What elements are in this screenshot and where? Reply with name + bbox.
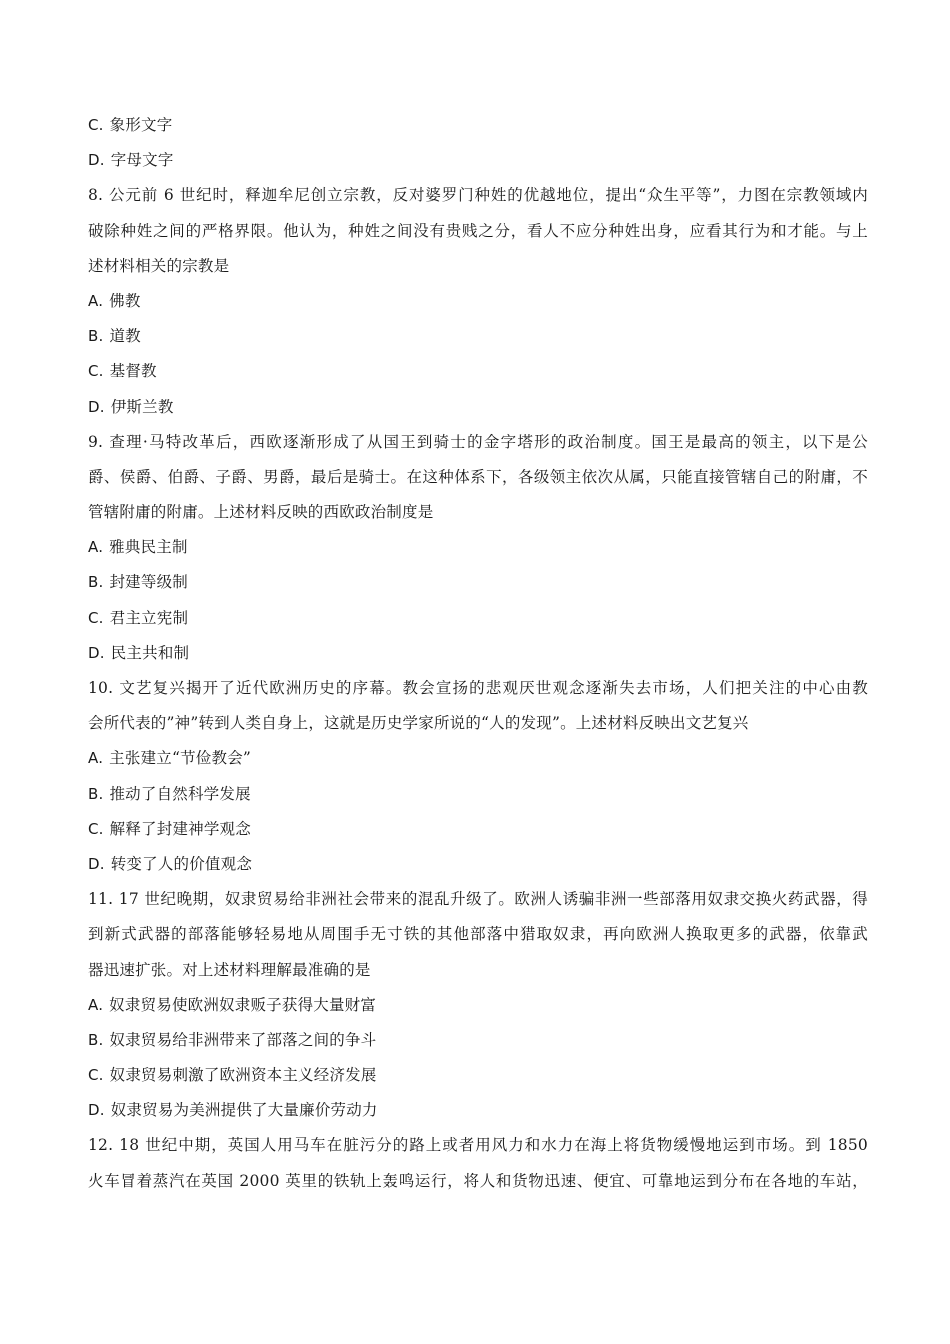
- option-key: C.: [88, 1066, 104, 1085]
- q10-stem-line-2: 会所代表的”神”转到人类自身上，这就是历史学家所说的“人的发现”。上述材料反映出文艺复兴: [88, 714, 749, 733]
- option-text: 佛教: [109, 291, 141, 310]
- exam-page: [88, 108, 868, 1199]
- option-key: B.: [88, 784, 104, 803]
- option-text: 象形文字: [109, 116, 173, 134]
- q9-option-a: [88, 530, 868, 565]
- option-text: 转变了人的价值观念: [110, 854, 253, 873]
- q7-option-c: [88, 108, 868, 143]
- option-text: 解释了封建神学观念: [109, 819, 251, 838]
- q9-stem-line-2: 爵、侯爵、伯爵、子爵、男爵，最后是骑士。在这种体系下，各级领主依次从属，只能直接管辖自己的附庸，不: [88, 467, 868, 486]
- q9-option-b: [88, 565, 868, 600]
- q10-option-b: [88, 777, 868, 812]
- option-key: A.: [88, 291, 104, 310]
- q11-stem-line-1: 11. 17 世纪晚期，奴隶贸易给非洲社会带来的混乱升级了。欧洲人诱骗非洲一些部落用奴隶交换火药武器，得: [88, 890, 868, 909]
- q11-stem-line-2: 到新式武器的部落能够轻易地从周围手无寸铁的其他部落中猎取奴隶，再向欧洲人换取更多的武器，依靠武: [88, 925, 868, 944]
- q10-option-d: [88, 847, 868, 882]
- option-key: C.: [88, 819, 104, 838]
- option-key: B.: [88, 327, 104, 346]
- option-key: C.: [88, 608, 104, 627]
- q8-option-c: [88, 354, 868, 389]
- option-text: 君主立宪制: [109, 608, 189, 627]
- option-key: A.: [88, 538, 104, 557]
- option-key: D.: [88, 151, 105, 170]
- q10-stem-line-1: 10. 文艺复兴揭开了近代欧洲历史的序幕。教会宣扬的悲观厌世观念逐渐失去市场，人们把关注的中心由教: [88, 679, 868, 697]
- option-text: 民主共和制: [110, 643, 190, 662]
- option-key: C.: [88, 116, 104, 134]
- q8-option-d: [88, 390, 868, 425]
- q10-option-c: [88, 812, 868, 847]
- q9-option-d: [88, 636, 868, 671]
- option-key: C.: [88, 362, 104, 381]
- q11-option-c: [88, 1058, 868, 1093]
- q8-stem-line-1: 8. 公元前 6 世纪时，释迦牟尼创立宗教，反对婆罗门种姓的优越地位，提出“众生平等”，力图在宗教领域内: [88, 186, 868, 205]
- option-text: 奴隶贸易给非洲带来了部落之间的争斗: [109, 1030, 377, 1049]
- option-text: 字母文字: [110, 151, 174, 170]
- q8-option-a: [88, 284, 868, 319]
- q11-option-a: [88, 988, 868, 1023]
- option-text: 伊斯兰教: [110, 397, 174, 416]
- q10-option-a: [88, 741, 868, 776]
- option-key: A.: [88, 995, 104, 1014]
- option-text: 推动了自然科学发展: [109, 784, 251, 803]
- q8-stem-line-3: 述材料相关的宗教是: [88, 256, 230, 275]
- q8-option-b: [88, 319, 868, 354]
- option-text: 奴隶贸易刺激了欧洲资本主义经济发展: [109, 1066, 377, 1085]
- q11-option-b: [88, 1023, 868, 1058]
- q8-stem-line-2: 破除种姓之间的严格界限。他认为，种姓之间没有贵贱之分，看人不应分种姓出身，应看其行为和才能。与上: [88, 221, 868, 240]
- option-text: 主张建立“节俭教会”: [109, 749, 252, 768]
- q9-option-c: [88, 601, 868, 636]
- q9-stem-line-1: 9. 查理·马特改革后，西欧逐渐形成了从国王到骑士的金字塔形的政治制度。国王是最高的领主，以下是公: [88, 432, 868, 451]
- option-key: D.: [88, 854, 105, 873]
- q7-option-d: [88, 143, 868, 178]
- option-text: 封建等级制: [109, 573, 188, 592]
- option-key: D.: [88, 643, 105, 662]
- option-key: D.: [88, 397, 105, 416]
- q11-option-d: [88, 1093, 868, 1128]
- option-key: B.: [88, 573, 104, 592]
- q9-stem-line-3: 管辖附庸的附庸。上述材料反映的西欧政治制度是: [88, 503, 434, 522]
- option-text: 奴隶贸易使欧洲奴隶贩子获得大量财富: [109, 995, 377, 1014]
- q12-stem-line-1: 12. 18 世纪中期，英国人用马车在脏污分的路上或者用风力和水力在海上将货物缓慢地运到市场。到 1850: [88, 1136, 868, 1155]
- q12-stem-line-2: 火车冒着蒸汽在英国 2000 英里的铁轨上轰鸣运行，将人和货物迅速、便宜、可靠地运到分布在各地的车站，: [88, 1171, 868, 1190]
- option-text: 奴隶贸易为美洲提供了大量廉价劳动力: [110, 1101, 378, 1120]
- option-text: 雅典民主制: [109, 538, 188, 557]
- option-key: B.: [88, 1030, 104, 1049]
- option-text: 基督教: [109, 362, 157, 381]
- q11-stem-line-3: 器迅速扩张。对上述材料理解最准确的是: [88, 960, 371, 979]
- option-key: D.: [88, 1101, 105, 1120]
- option-key: A.: [88, 749, 104, 768]
- option-text: 道教: [109, 327, 141, 346]
